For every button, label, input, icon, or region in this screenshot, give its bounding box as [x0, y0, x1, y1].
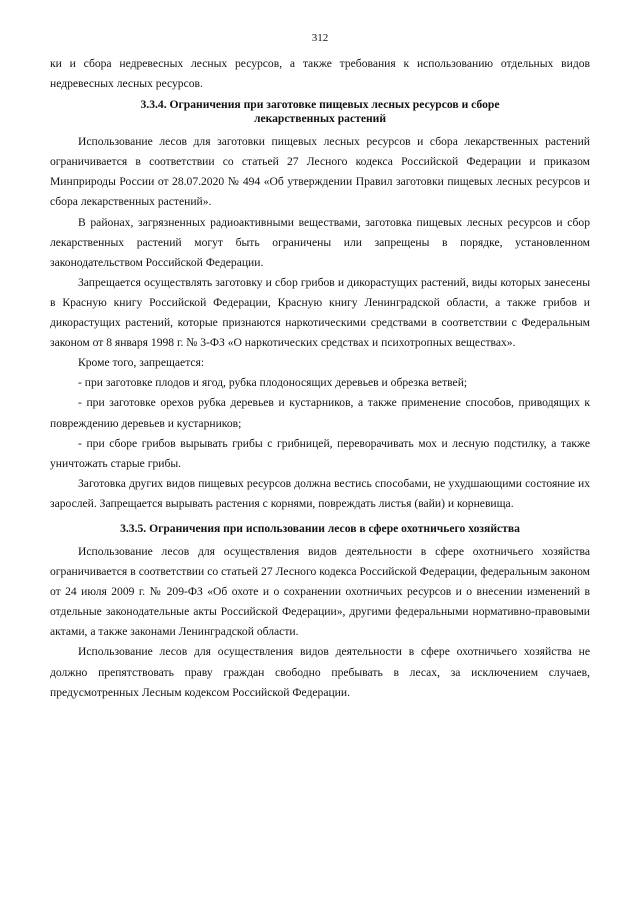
section-heading-3-3-4: 3.3.4. Ограничения при заготовке пищевых лесных ресурсов и сборе лекарственных растений — [140, 98, 500, 126]
list-item: - при заготовке орехов рубка деревьев и кустарников, а также применение способов, приводящих к повреждению деревьев и кустарников; — [50, 396, 590, 430]
list-item: - при заготовке плодов и ягод, рубка плодоносящих деревьев и обрезка ветвей; — [78, 376, 468, 390]
paragraph: Заготовка других видов пищевых ресурсов должна вестись способами, не ухудшающими состояние их зарослей. Запрещается вырывать растения с корнями, повреждать листья (вайи) и корневища. — [50, 476, 590, 510]
paragraph: Использование лесов для осуществления видов деятельности в сфере охотничьего хозяйства не должно препятствовать праву граждан свободно пребывать в лесах, за исключением случаев, предусмотренных Лесным кодексом Российской Федерации. — [50, 645, 590, 699]
paragraph: Кроме того, запрещается: — [78, 356, 205, 370]
page-content — [50, 54, 590, 703]
intro-paragraph: ки и сбора недревесных лесных ресурсов, а также требования к использованию отдельных видов недревесных лесных ресурсов. — [50, 57, 590, 91]
page-number: 312 — [311, 32, 329, 44]
section-heading-3-3-5: 3.3.5. Ограничения при использовании лесов в сфере охотничьего хозяйства — [120, 521, 520, 535]
list-item: - при сборе грибов вырывать грибы с грибницей, переворачивать мох и лесную подстилку, а также уничтожать старые грибы. — [50, 436, 590, 470]
paragraph: Запрещается осуществлять заготовку и сбор грибов и дикорастущих растений, виды которых занесены в Красную книгу Российской Федерации, Красную книгу Ленинградской области, а также грибов и дикорастущих растений, которые признаются наркотическими средствами в соответствии с Федеральным законом от 8 января 1998 г. № 3-ФЗ «О наркотических средствах и психотропных веществах». — [50, 275, 590, 350]
paragraph: Использование лесов для заготовки пищевых лесных ресурсов и сбора лекарственных растений ограничивается в соответствии со статьей 27 Лесного кодекса Российской Федерации и приказом Минприроды России от 28.07.2020 № 494 «Об утверждении Правил заготовки пищевых лесных ресурсов и сбора лекарственных растений». — [50, 135, 590, 209]
paragraph: Использование лесов для осуществления видов деятельности в сфере охотничьего хозяйства ограничивается в соответствии со статьей 27 Лесного кодекса Российской Федерации, федеральным законом от 24 июля 2009 г. № 209-ФЗ «Об охоте и о сохранении охотничьих ресурсов и о внесении изменений в отдельные законодательные акты Российской Федерации», другими федеральными нормативно-правовыми актами, а также законами Ленинградской области. — [50, 544, 590, 639]
paragraph: В районах, загрязненных радиоактивными веществами, заготовка пищевых лесных ресурсов и сбор лекарственных растений могут быть ограничены или запрещены в порядке, установленном законодательством Российской Федерации. — [50, 215, 590, 269]
